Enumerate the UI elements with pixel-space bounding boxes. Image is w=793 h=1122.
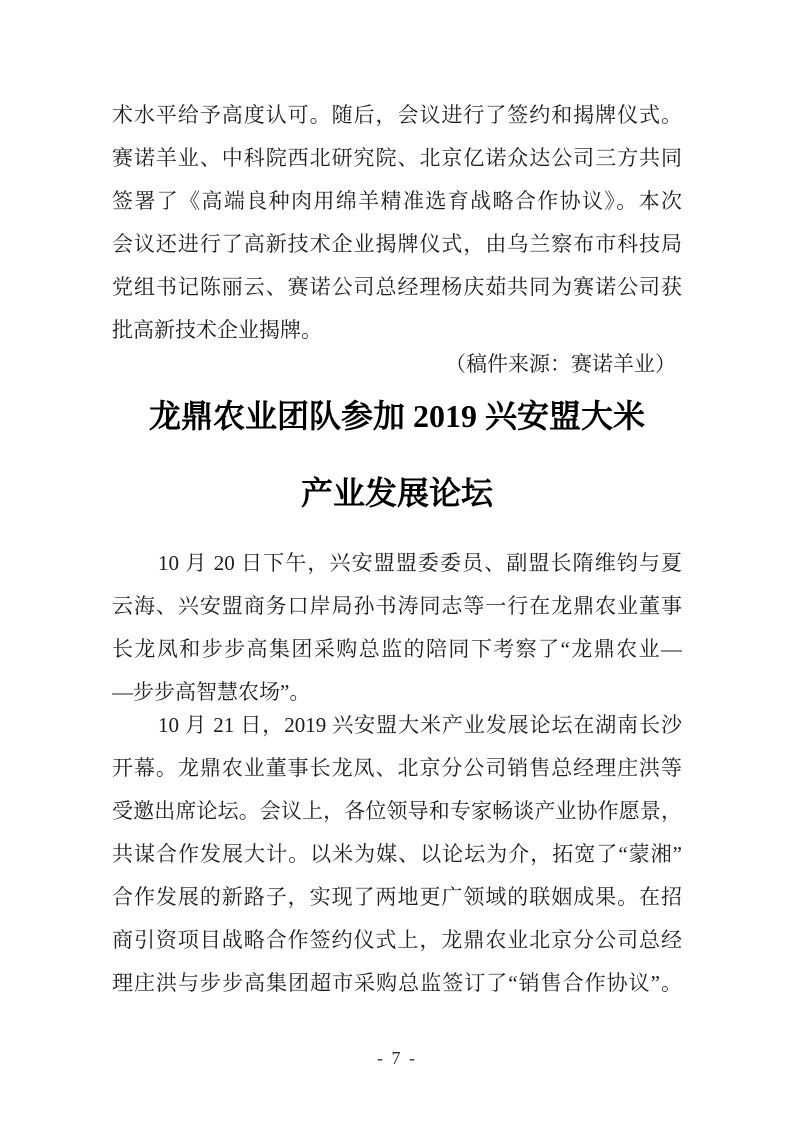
text-line: 长龙凤和步步高集团采购总监的陪同下考察了“龙鼎农业— <box>112 637 682 661</box>
text-line: 受邀出席论坛。会议上，各位领导和专家畅谈产业协作愿景， <box>112 799 682 823</box>
text-line: 开幕。龙鼎农业董事长龙凤、北京分公司销售总经理庄洪等 <box>112 756 682 780</box>
text-line: 10 月 21 日，2019 兴安盟大米产业发展论坛在湖南长沙 <box>158 713 682 737</box>
article1-closing-paragraph <box>112 94 682 352</box>
text-line: 批高新技术企业揭牌。 <box>112 318 322 342</box>
text-line: 理庄洪与步步高集团超市采购总监签订了“销售合作协议”。 <box>112 971 682 995</box>
article-title-line-2: 产业发展论坛 <box>300 475 493 511</box>
article2-paragraph-1 <box>112 542 682 714</box>
article-title-line-1: 龙鼎农业团队参加 2019 兴安盟大米 <box>148 398 645 434</box>
text-line: 合作发展的新路子，实现了两地更广领域的联姻成果。在招 <box>112 885 682 909</box>
text-line: 共谋合作发展大计。以米为媒、以论坛为介，拓宽了“蒙湘” <box>112 842 682 866</box>
page-number: - 7 - <box>377 1048 417 1068</box>
text-line: 术水平给予高度认可。随后，会议进行了签约和揭牌仪式。 <box>112 103 682 127</box>
article2-paragraph-2 <box>112 704 682 1005</box>
text-line: 赛诺羊业、中科院西北研究院、北京亿诺众达公司三方共同 <box>112 146 682 170</box>
text-line: 签署了《高端良种肉用绵羊精准选育战略合作协议》。本次 <box>112 189 682 213</box>
text-line: 10 月 20 日下午，兴安盟盟委委员、副盟长隋维钧与夏 <box>158 551 682 575</box>
text-line: 会议还进行了高新技术企业揭牌仪式，由乌兰察布市科技局 <box>112 232 682 256</box>
text-line: 党组书记陈丽云、赛诺公司总经理杨庆茹共同为赛诺公司获 <box>112 275 682 299</box>
text-line: 商引资项目战略合作签约仪式上，龙鼎农业北京分公司总经 <box>112 928 682 952</box>
text-line: 云海、兴安盟商务口岸局孙书涛同志等一行在龙鼎农业董事 <box>112 594 682 618</box>
source-credit: （稿件来源：赛诺羊业） <box>445 352 676 376</box>
text-line: —步步高智慧农场”。 <box>112 680 311 704</box>
